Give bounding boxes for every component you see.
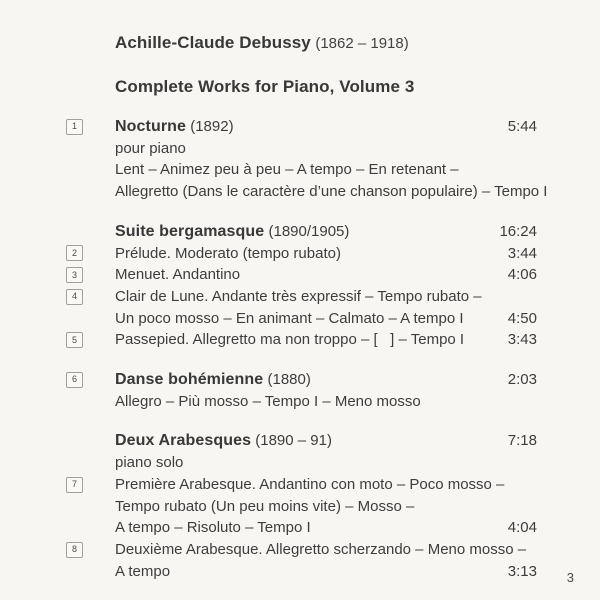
track-number: 5 — [71, 334, 77, 345]
track-text — [115, 430, 332, 452]
track-number-box — [66, 477, 83, 493]
movement-text: A tempo — [115, 562, 171, 580]
detail-row — [0, 181, 548, 203]
detail-row — [0, 452, 537, 474]
track-duration: 5:44 — [507, 118, 537, 135]
track-number: 2 — [71, 247, 77, 258]
work-title: Nocturne — [115, 118, 187, 135]
work-section — [0, 369, 600, 412]
movement-text: Première Arabesque. Andantino con moto – Poco mosso – — [115, 475, 505, 493]
movement-text: piano solo — [115, 454, 184, 472]
track-number-box — [66, 245, 83, 261]
track-text — [115, 308, 464, 330]
track-number-box — [66, 289, 83, 305]
tracklist — [0, 116, 600, 582]
track-number: 3 — [71, 269, 77, 280]
detail-row — [0, 430, 537, 452]
track-text — [115, 286, 482, 308]
movement-text: Allegretto (Dans le caractère d’une chanson populaire) – Tempo I — [115, 183, 548, 201]
track-text — [115, 329, 464, 351]
header — [0, 0, 600, 98]
track-row — [0, 369, 537, 391]
track-duration: 4:04 — [507, 519, 537, 537]
work-title: Suite bergamasque — [115, 222, 265, 240]
movement-text: Lent – Animez peu à peu – A tempo – En retenant – — [115, 161, 459, 179]
track-text — [115, 517, 311, 539]
track-row — [0, 243, 537, 265]
track-text — [115, 221, 349, 243]
track-text — [115, 264, 240, 286]
track-text — [115, 138, 186, 160]
track-text — [115, 181, 547, 203]
work-section — [0, 116, 600, 203]
track-text — [115, 243, 341, 265]
movement-text: Clair de Lune. Andante très expressif – Tempo rubato – — [115, 287, 482, 305]
detail-row — [0, 496, 537, 518]
track-text — [115, 369, 311, 391]
detail-row — [0, 517, 537, 539]
work-date: (1880) — [263, 371, 311, 389]
track-text — [115, 496, 414, 518]
work-date: (1892) — [186, 118, 234, 135]
track-number: 7 — [71, 479, 77, 490]
work-date: (1890 – 91) — [251, 432, 332, 450]
track-text — [115, 474, 504, 496]
track-duration: 3:43 — [507, 331, 537, 349]
movement-text: Menuet. Andantino — [115, 266, 241, 284]
track-number-box — [66, 119, 83, 135]
composer-name: Achille-Claude Debussy — [115, 33, 311, 52]
movement-text: Allegro – Più mosso – Tempo I – Meno mosso — [115, 392, 421, 410]
track-row — [0, 539, 537, 561]
track-row — [0, 264, 537, 286]
track-duration: 3:44 — [507, 244, 537, 262]
track-text — [115, 159, 459, 181]
track-text — [115, 452, 183, 474]
track-number-box — [66, 267, 83, 283]
work-title: Deux Arabesques — [115, 432, 252, 450]
album-title: Complete Works for Piano, Volume 3 — [115, 77, 415, 96]
detail-row — [0, 308, 537, 330]
work-title: Danse bohémienne — [115, 371, 264, 389]
track-duration: 4:06 — [507, 266, 537, 284]
track-text — [115, 561, 170, 583]
track-number: 8 — [71, 544, 77, 555]
track-number-box — [66, 372, 83, 388]
detail-row — [0, 561, 537, 583]
track-duration: 2:03 — [507, 371, 537, 389]
composer-dates: (1862 – 1918) — [315, 35, 409, 52]
track-row — [0, 116, 537, 138]
detail-row — [0, 391, 537, 413]
track-number: 1 — [71, 121, 77, 132]
track-row — [0, 474, 537, 496]
work-section — [0, 430, 600, 582]
movement-text: Deuxième Arabesque. Allegretto scherzando – Meno mosso – — [115, 540, 527, 558]
track-text — [115, 116, 234, 138]
detail-row — [0, 159, 537, 181]
movement-text: pour piano — [115, 139, 186, 157]
detail-row — [0, 138, 537, 160]
work-section — [0, 221, 600, 351]
movement-text: Passepied. Allegretto ma non troppo – [ ] – Tempo I — [115, 331, 465, 349]
track-duration: 4:50 — [507, 309, 537, 327]
track-number: 4 — [71, 291, 77, 302]
track-number: 6 — [71, 374, 77, 385]
track-text — [115, 391, 421, 413]
movement-text: Prélude. Moderato (tempo rubato) — [115, 244, 341, 262]
movement-text: Tempo rubato (Un peu moins vite) – Mosso – — [115, 497, 415, 515]
track-duration: 3:13 — [507, 562, 537, 580]
track-row — [0, 286, 537, 308]
track-number-box — [66, 542, 83, 558]
composer-line — [115, 32, 600, 55]
page-number: 3 — [566, 570, 574, 585]
movement-text: A tempo – Risoluto – Tempo I — [115, 519, 311, 537]
detail-row — [0, 221, 537, 243]
movement-text: Un poco mosso – En animant – Calmato – A tempo I — [115, 309, 464, 327]
track-duration: 16:24 — [499, 222, 537, 240]
track-duration: 7:18 — [507, 432, 537, 450]
track-number-box — [66, 332, 83, 348]
track-row — [0, 329, 537, 351]
work-date: (1890/1905) — [264, 222, 350, 240]
track-text — [115, 539, 526, 561]
